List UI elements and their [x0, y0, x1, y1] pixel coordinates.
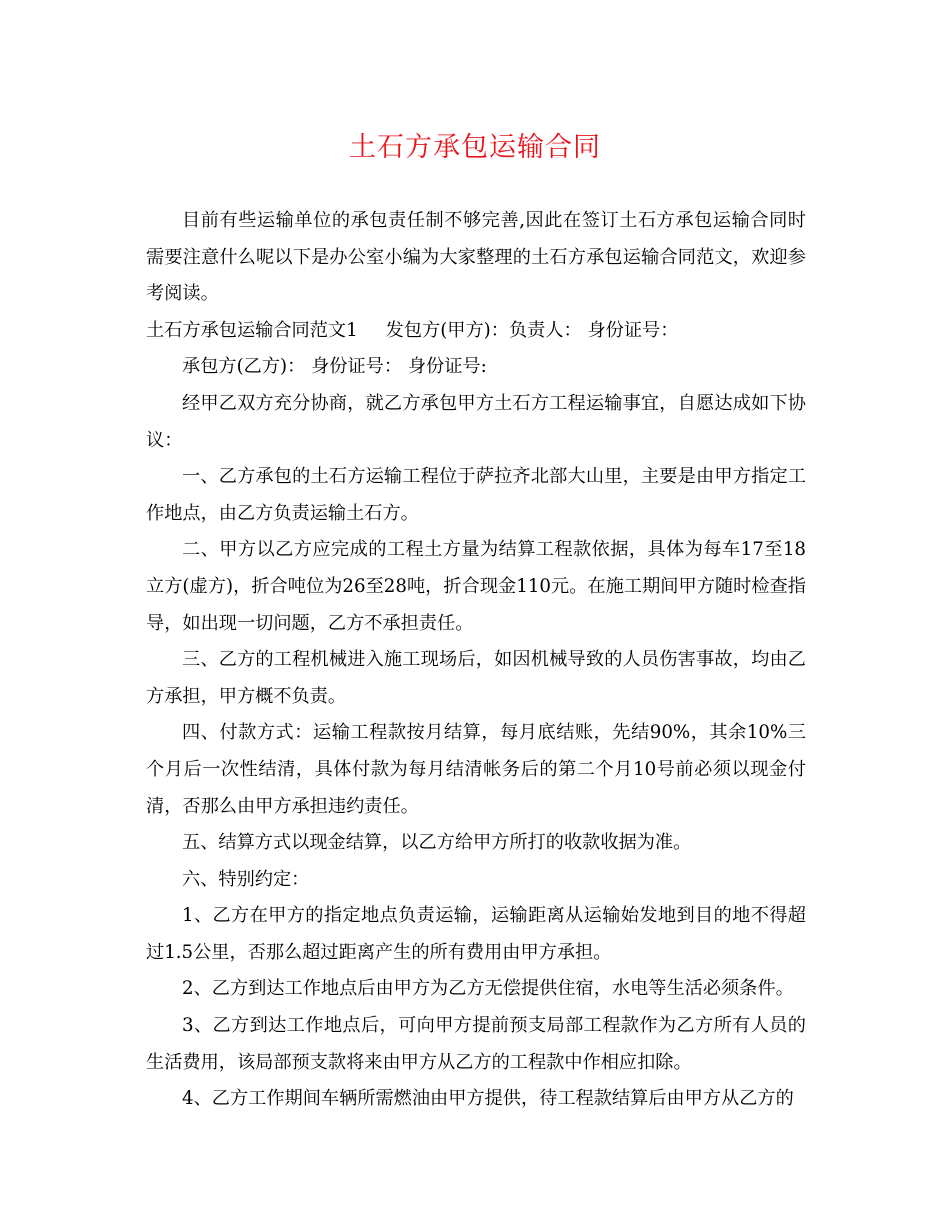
- intro-paragraph: 目前有些运输单位的承包责任制不够完善,因此在签订土石方承包运输合同时需要注意什么呢以下是办公室小编为大家整理的土石方承包运输合同范文，欢迎参考阅读。: [146, 210, 806, 305]
- clause-1: 一、乙方承包的土石方运输工程位于萨拉齐北部大山里，主要是由甲方指定工作地点，由乙方负责运输土石方。: [146, 466, 806, 524]
- party-b-line: 承包方(乙方)： 身份证号： 身份证号:: [182, 356, 487, 378]
- sample-heading: 土石方承包运输合同范文1: [146, 319, 358, 341]
- clause-3: 三、乙方的工程机械进入施工现场后，如因机械导致的人员伤害事故，均由乙方承担，甲方概不负责。: [146, 649, 806, 707]
- sample-heading-line: [146, 313, 806, 350]
- special-clause-1: 1、乙方在甲方的指定地点负责运输，运输距离从运输始发地到目的地不得超过1.5公里，否那么超过距离产生的所有费用由甲方承担。: [146, 905, 806, 963]
- clause-2: 二、甲方以乙方应完成的工程土方量为结算工程款依据，具体为每车17至18立方(虚方)，折合吨位为26至28吨，折合现金110元。在施工期间甲方随时检查指导，如出现一切问题，乙方不承担责任。: [146, 539, 806, 634]
- clause-5: 五、结算方式以现金结算，以乙方给甲方所打的收款收据为准。: [182, 832, 692, 854]
- special-clause-2: 2、乙方到达工作地点后由甲方为乙方无偿提供住宿，水电等生活必须条件。: [182, 978, 794, 1000]
- special-clause-3: 3、乙方到达工作地点后，可向甲方提前预支局部工程款作为乙方所有人员的生活费用，该局部预支款将来由甲方从乙方的工程款中作相应扣除。: [146, 1015, 806, 1073]
- special-clause-4: 4、乙方工作期间车辆所需燃油由甲方提供，待工程款结算后由甲方从乙方的: [182, 1088, 794, 1110]
- clause-6: 六、特别约定：: [182, 868, 310, 890]
- document-title: 土石方承包运输合同: [349, 132, 601, 163]
- party-a-line: 发包方(甲方)：负责人： 身份证号：: [385, 319, 679, 341]
- agreement-paragraph: 经甲乙双方充分协商，就乙方承包甲方土石方工程运输事宜，自愿达成如下协议：: [146, 392, 806, 451]
- clause-4: 四、付款方式：运输工程款按月结算，每月底结账，先结90%，其余10%三个月后一次性结清，具体付款为每月结清帐务后的第二个月10号前必须以现金付清，否那么由甲方承担违约责任。: [146, 722, 806, 817]
- document-body: [146, 203, 806, 1118]
